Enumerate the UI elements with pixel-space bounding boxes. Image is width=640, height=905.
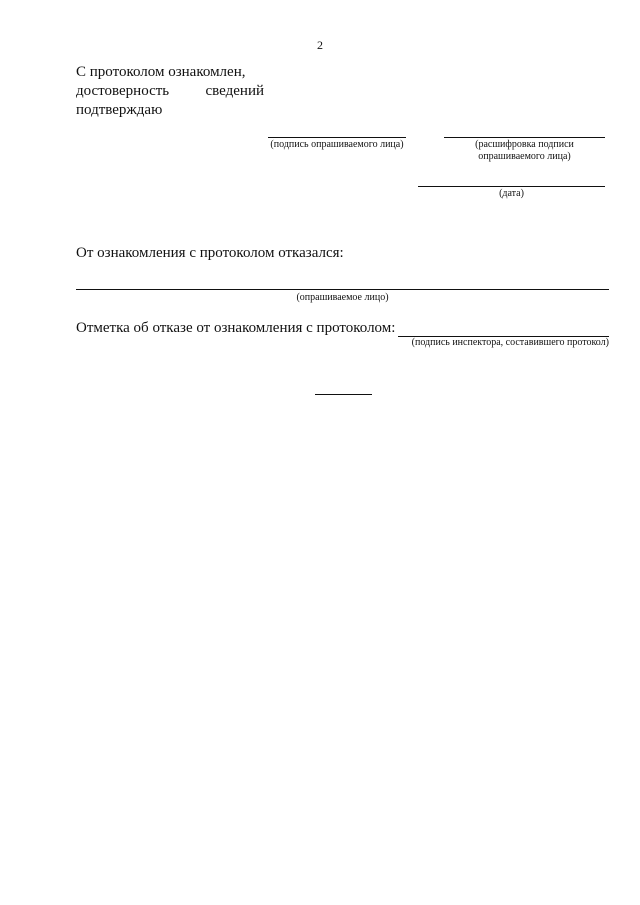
subject-signature-caption: (подпись опрашиваемого лица) [270,139,404,150]
subject-signature-line [268,137,406,138]
refusal-mark-label: Отметка об отказе от ознакомления с протоколом: [76,320,396,336]
refusal-label: От ознакомления с протоколом отказался: [76,245,344,261]
acknowledgement-line-3: подтверждаю [76,102,163,118]
date-line [418,186,605,187]
end-of-document-rule [315,394,372,395]
inspector-signature-line [398,323,609,337]
acknowledgement-line-2 [76,82,264,101]
signature-transcript-caption: (расшифровка подписи опрашиваемого лица) [475,139,574,162]
refusal-subject-caption: (опрашиваемое лицо) [296,292,389,303]
inspector-signature-caption: (подпись инспектора, составившего протокол) [411,337,609,348]
signature-transcript-line [444,137,605,138]
acknowledgement-statement [76,63,264,120]
page-number: 2 [317,38,323,52]
refusal-mark-row [76,320,609,337]
acknowledgement-word-information: сведений [205,83,264,99]
date-caption: (дата) [499,188,524,199]
acknowledgement-line-1: С протоколом ознакомлен, [76,64,246,80]
refusal-subject-line [76,289,609,290]
acknowledgement-word-reliability: достоверность [76,83,170,99]
